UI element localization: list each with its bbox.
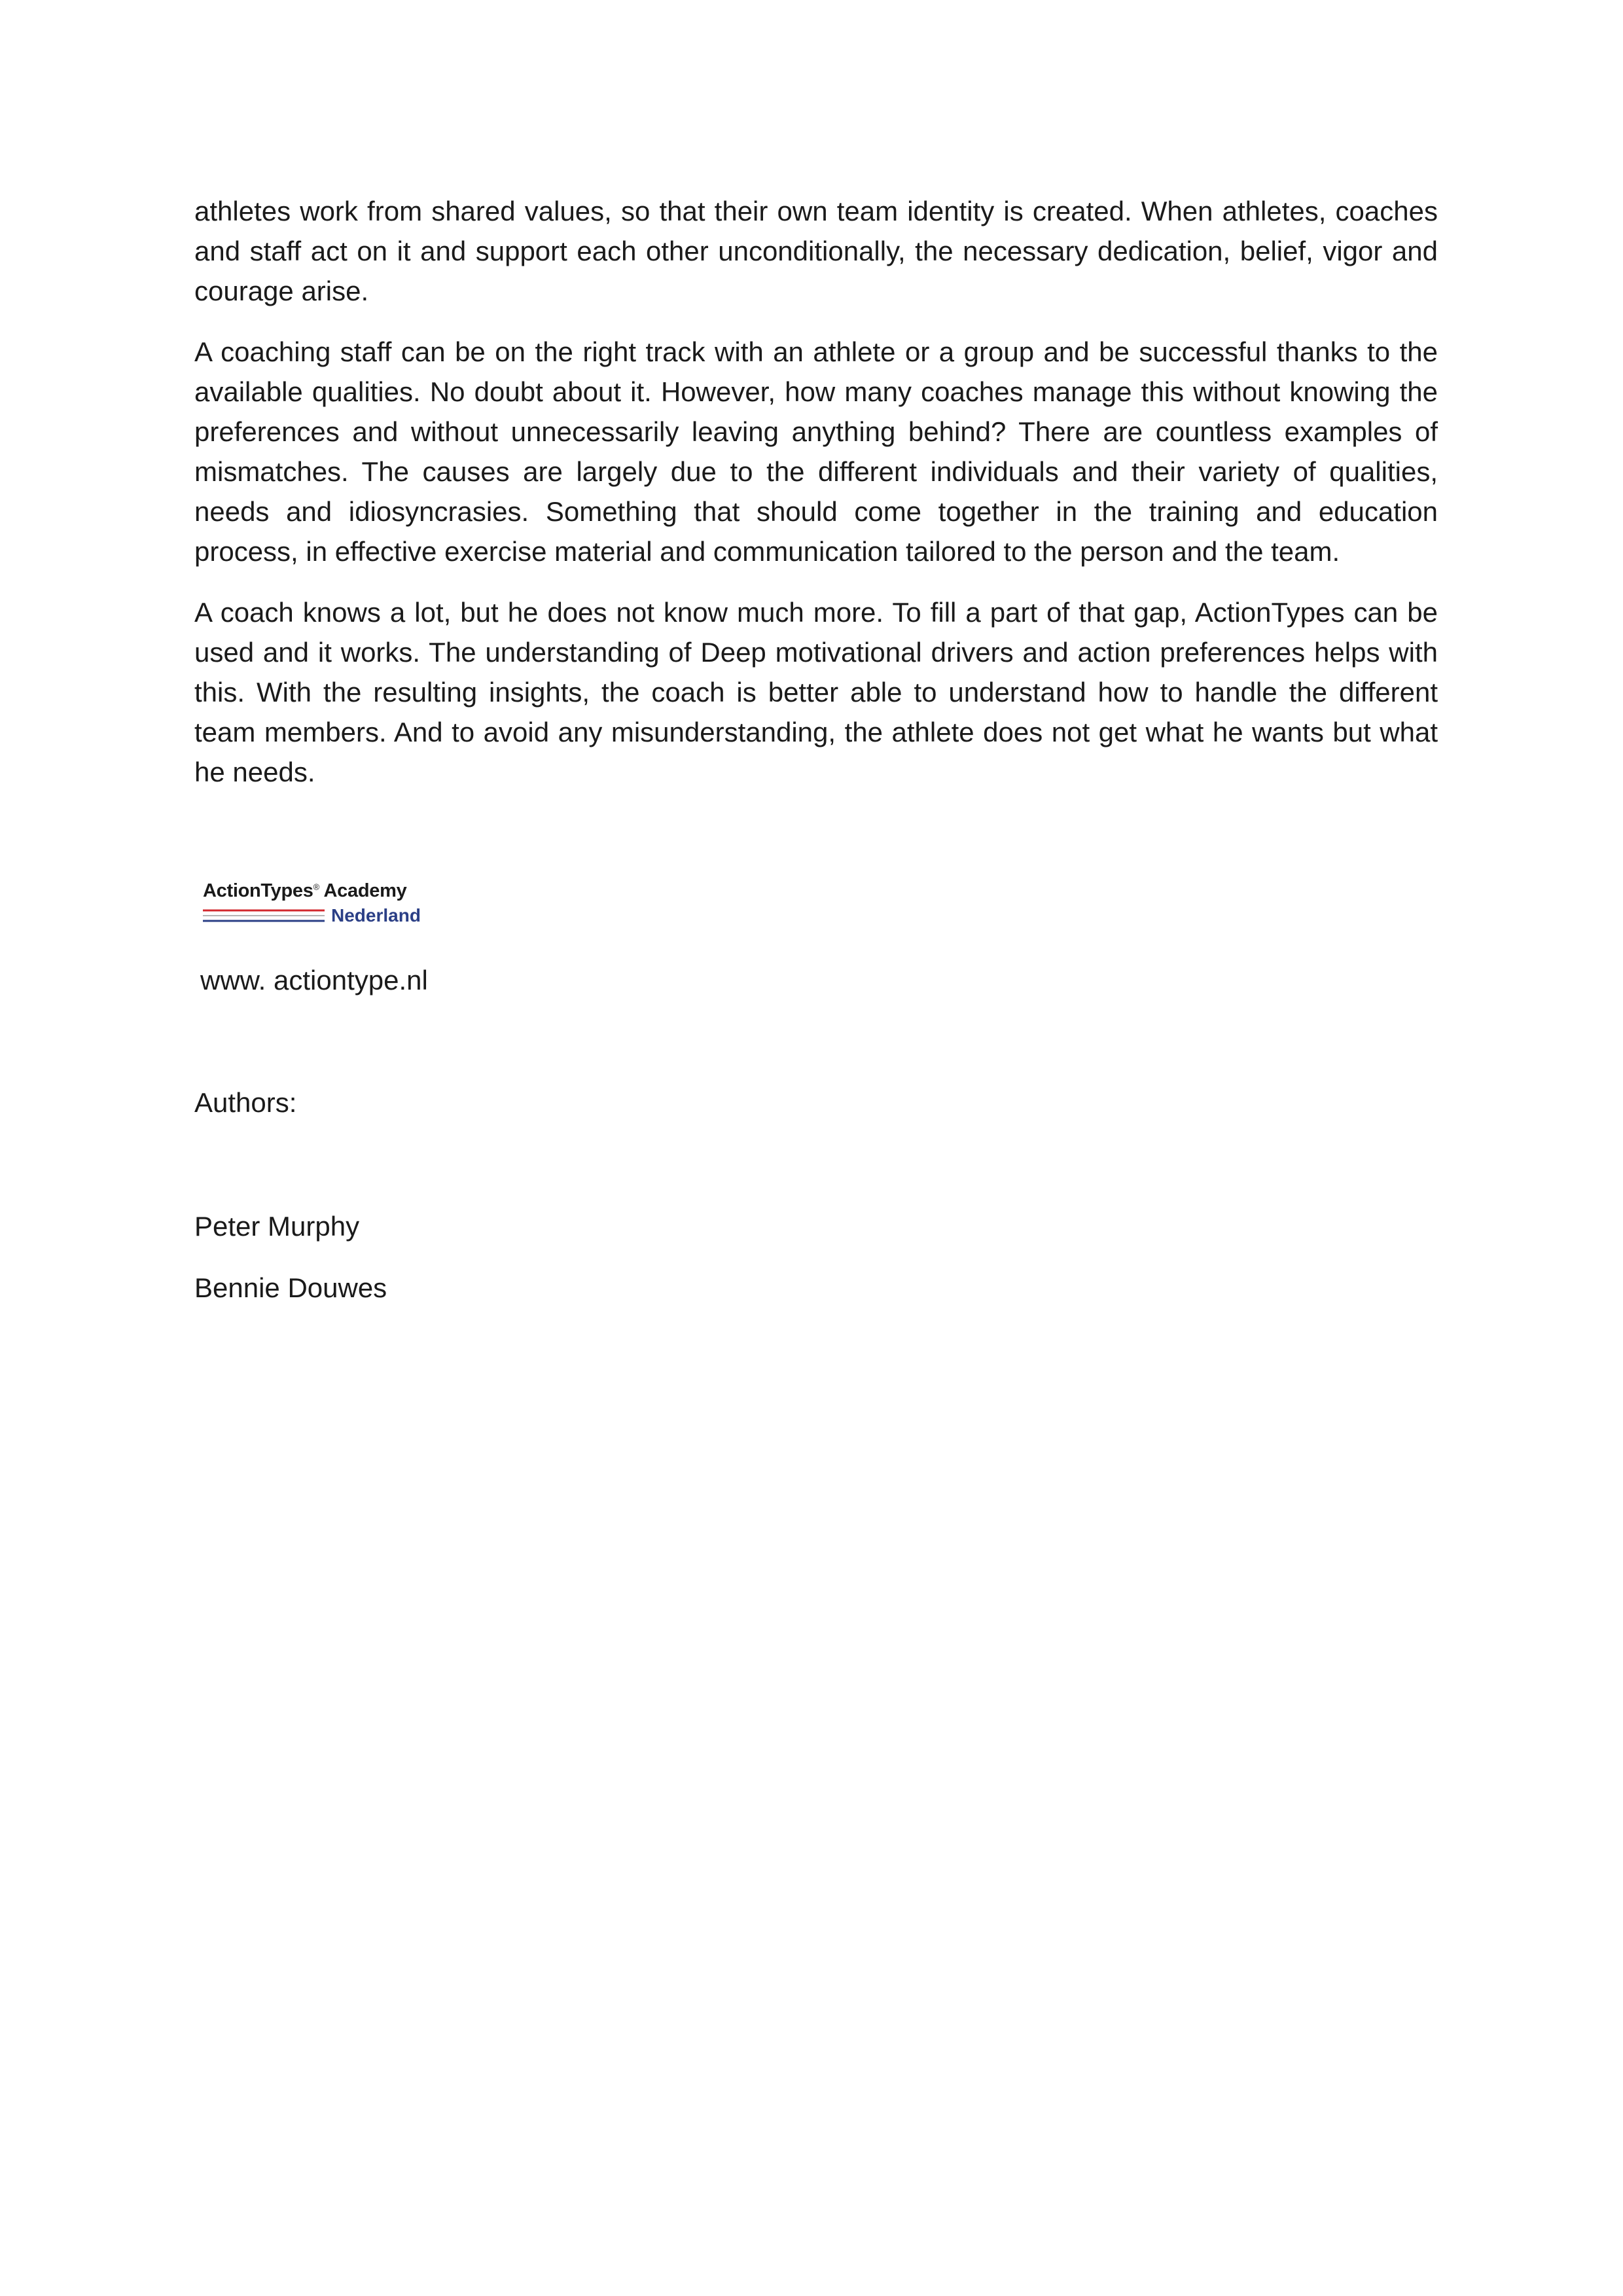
paragraph-2: A coaching staff can be on the right track with an athlete or a group and be successful thanks to the available qualities. No doubt about it. However, how many coaches manage this without knowing the preferences and without unnecessarily leaving anything behind? There are countless examples of mismatches. The causes are largely due to the different individuals and their variety of qualities, needs and idiosyncrasies. Something that should come together in the training and education process, in effective exercise material and communication tailored to the person and the team. xyxy=(194,336,1438,567)
authors-label: Authors: xyxy=(194,1087,297,1118)
actiontypes-academy-logo xyxy=(203,880,438,933)
logo-stripes-icon xyxy=(203,908,325,924)
paragraph-1: athletes work from shared values, so that their own team identity is created. When athletes, coaches and staff act on it and support each other unconditionally, the necessary dedication, belief, vigor and courage arise. xyxy=(194,196,1438,306)
logo-title: ActionTypes® Academy xyxy=(203,880,407,901)
paragraph-3: A coach knows a lot, but he does not know much more. To fill a part of that gap, ActionTypes can be used and it works. The understanding of Deep motivational drivers and action preferences helps with this. With the resulting insights, the coach is better able to understand how to handle the different team members. And to avoid any misunderstanding, the athlete does not get what he wants but what he needs. xyxy=(194,597,1438,787)
website-link[interactable]: www. actiontype.nl xyxy=(200,965,428,996)
logo-subtitle: Nederland xyxy=(331,905,421,925)
author-name: Bennie Douwes xyxy=(194,1272,387,1303)
author-name: Peter Murphy xyxy=(194,1211,360,1242)
body-text xyxy=(194,191,1438,813)
